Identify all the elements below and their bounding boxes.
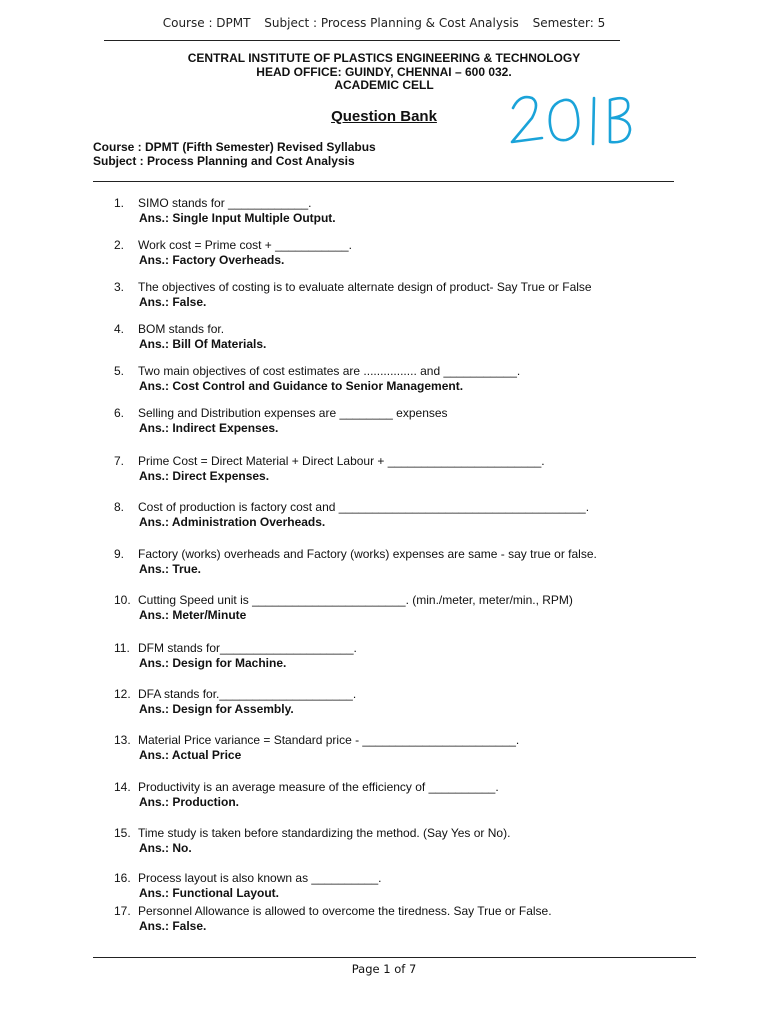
question-text: Prime Cost = Direct Material + Direct Labour + _______________________. [138, 454, 545, 468]
answer-text: Ans.: True. [139, 562, 202, 576]
answer-text: Ans.: Meter/Minute [139, 608, 247, 622]
answer-text: Ans.: Cost Control and Guidance to Senior Management. [139, 379, 464, 393]
question-item [114, 238, 352, 268]
header-semester: Semester: 5 [532, 16, 606, 30]
answer-text: Ans.: Design for Machine. [139, 656, 287, 670]
answer-text: Ans.: Actual Price [139, 748, 242, 762]
running-header [0, 16, 768, 30]
question-text: Time study is taken before standardizing the method. (Say Yes or No). [138, 826, 511, 840]
handwritten-year [500, 86, 650, 156]
question-number: 5. [114, 364, 125, 378]
question-text: Material Price variance = Standard price - _______________________. [138, 733, 520, 747]
question-item [114, 547, 597, 577]
section-divider [93, 181, 674, 182]
question-item [114, 500, 589, 530]
question-number: 4. [114, 322, 125, 336]
question-text: DFM stands for____________________. [138, 641, 357, 655]
answer-text: Ans.: Functional Layout. [139, 886, 279, 900]
question-text: Personnel Allowance is allowed to overcome the tiredness. Say True or False. [138, 904, 552, 918]
page-footer: Page 1 of 7 [351, 962, 417, 976]
question-item [114, 780, 499, 810]
question-number: 7. [114, 454, 125, 468]
institute-block [0, 52, 768, 93]
subject-line: Subject : Process Planning and Cost Analysis [93, 154, 355, 168]
question-text: Cutting Speed unit is _______________________. (min./meter, meter/min., RPM) [138, 593, 573, 607]
question-number: 15. [114, 826, 131, 840]
year-digit-8 [610, 98, 630, 142]
question-number: 9. [114, 547, 125, 561]
course-line: Course : DPMT (Fifth Semester) Revised Syllabus [93, 140, 376, 154]
question-number: 12. [114, 687, 131, 701]
answer-text: Ans.: Single Input Multiple Output. [139, 211, 336, 225]
header-rule [104, 40, 620, 41]
question-item [114, 904, 552, 934]
answer-text: Ans.: No. [139, 841, 192, 855]
answer-text: Ans.: Indirect Expenses. [139, 421, 279, 435]
question-number: 14. [114, 780, 131, 794]
year-digit-1 [593, 98, 594, 144]
year-digit-2 [512, 97, 542, 142]
question-number: 13. [114, 733, 131, 747]
question-number: 2. [114, 238, 125, 252]
question-text: DFA stands for.____________________. [138, 687, 357, 701]
question-item [114, 593, 573, 623]
question-text: Factory (works) overheads and Factory (works) expenses are same - say true or false. [138, 547, 597, 561]
question-text: The objectives of costing is to evaluate alternate design of product- Say True or False [138, 280, 592, 294]
answer-text: Ans.: Bill Of Materials. [139, 337, 267, 351]
question-item [114, 871, 382, 901]
answer-text: Ans.: Design for Assembly. [139, 702, 294, 716]
answer-text: Ans.: Production. [139, 795, 239, 809]
question-item [114, 196, 336, 226]
question-item [114, 364, 520, 394]
question-number: 3. [114, 280, 125, 294]
question-item [114, 280, 592, 310]
question-text: Two main objectives of cost estimates are ................ and ___________. [138, 364, 521, 378]
question-number: 6. [114, 406, 125, 420]
answer-text: Ans.: False. [139, 919, 207, 933]
header-course: Course : DPMT [162, 16, 251, 30]
question-item [114, 322, 266, 352]
institute-cell: ACADEMIC CELL [334, 78, 434, 92]
question-text: BOM stands for. [138, 322, 225, 336]
question-text: Work cost = Prime cost + ___________. [138, 238, 352, 252]
question-text: Process layout is also known as __________. [138, 871, 382, 885]
question-text: Cost of production is factory cost and _____________________________________. [138, 500, 590, 514]
footer-rule [93, 957, 696, 958]
institute-name: CENTRAL INSTITUTE OF PLASTICS ENGINEERING & TECHNOLOGY [187, 51, 581, 65]
header-subject: Subject : Process Planning & Cost Analysis [264, 16, 519, 30]
answer-text: Ans.: False. [139, 295, 207, 309]
question-number: 1. [114, 196, 125, 210]
question-number: 8. [114, 500, 125, 514]
answer-text: Ans.: Direct Expenses. [139, 469, 270, 483]
year-digit-0 [550, 100, 578, 140]
question-item [114, 454, 545, 484]
course-block [93, 140, 376, 168]
question-item [114, 406, 448, 436]
question-number: 17. [114, 904, 131, 918]
question-item [114, 641, 357, 671]
question-item [114, 687, 356, 717]
institute-address: HEAD OFFICE: GUINDY, CHENNAI – 600 032. [256, 64, 512, 79]
question-text: Productivity is an average measure of the efficiency of __________. [138, 780, 499, 794]
question-item [114, 733, 519, 763]
question-item [114, 826, 510, 856]
page-title: Question Bank [331, 108, 437, 125]
question-number: 16. [114, 871, 131, 885]
question-text: SIMO stands for ____________. [138, 196, 312, 210]
question-text: Selling and Distribution expenses are ________ expenses [138, 406, 448, 420]
answer-text: Ans.: Administration Overheads. [139, 515, 326, 529]
question-number: 10. [114, 593, 131, 607]
question-number: 11. [114, 641, 130, 655]
answer-text: Ans.: Factory Overheads. [139, 253, 285, 267]
